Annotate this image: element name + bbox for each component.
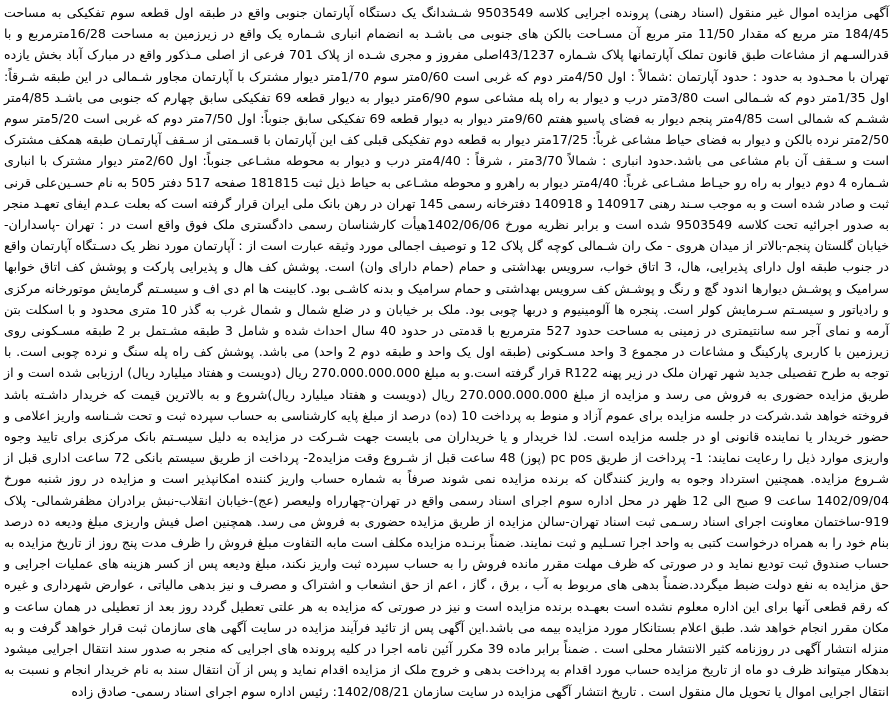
notice-text: آگهی مزایده اموال غیر منقول (اسناد رهنی) پرونده اجرایی کلاسه 9503549 شـشدانگ یک دستگاه آپارتمان جنوبی واقع در طبقه اول قطعه سوم تفکیکی به مساحت 184/45 متر مربع که مقدار 11/50 متر مربع آن مسـاحت بالکن های جنوبی می باشـد به انضمام انباری شـماره یک واقع در زیرزمین به مساحت 16/28مترمربع و با قدرالسـهم از مشاعات طبق قانون تملک آپارتمانها پلاک شـماره 43/1237اصلی مفروز و مجری شـده از پلاک 701 فرعی از اصلی مـذکور واقع در مبارک آباد بخش یازده تهران با محـدود به حدود : حدود آپارتمان :شمالاً : اول 4/50متر دوم که غربی است 0/60متر سوم 1/70متر دیوار مشترک با آپارتمان مجاور شـمالی در این طبقه شـرقاً: اول 1/35متر دوم که شـمالی است 3/80متر درب و دیوار به راه پله مشاعی سوم 6/90متر دیوار به دیوار قطعه 69 تفکیکی سابق چهارم که جنوبی می باشـد 4/85متر ششـم که شمالی است 4/85متر پنجم دیوار به فضای پاسیو هفتم 9/60متر دیوار به دیوار قطعه 69 تفکیکی سابق جنوباً: اول 7/50متر دوم که غربی است 5/20متر سوم 2/50متر نرده بالکن و دیوار به فضای حیاط مشاعی غرباً: 17/25متر دیوار به قطعه دوم تفکیکی قبلی کف این آپارتمان با قسـمتی از سـقف آپارتمـان طبقه همکف مشترک است و سـقف آن بام مشاعی می باشد.حدود انباری : شمالاً 3/70متر ، شرقاً : 4/40متر درب و دیوار به محوطه مشـاعی جنوباً: اول 2/60متر دیوار مشترک با انباری شـماره 4 دوم دیوار به راه رو حیـاط مشـاعی غرباً: 4/40متر دیوار به راهرو و محوطه مشـاعی به حیاط ذیل ثبت 181815 صفحه 517 دفتر 505 به نام حسـین‌علی قرنی ثبت و صادر شده است و به موجب سـند رهنی 140917 و 140918 دفترخانه رسمی 145 تهران در رهن بانک ملی ایران قرار گرفته است که بعلت عـدم ایفای تعهـد منجر به صدور اجرائیه تحت کلاسه 9503549 شده است و برابر نظریه مورخ 1402/06/06هیأت کارشناسان رسمی دادگستری ملک فوق واقع است در : تهران -پاسداران-خیابان گلستان پنجم-بالاتر از میدان هروی - مک ران شـمالی کوچه گل پلاک 12 و توصیف اجمالی مورد وثیقه عبارت است از : آپارتمان مورد نظر یک دسـتگاه آپارتمان واقع در جنوب طبقه اول دارای پذیرایی، هال، 3 اتاق خواب، سرویس بهداشتی و حمام (حمام دارای وان) است. پوشش کف هال و پذیرایی پارکت و پوشش کف اتاق خوابها سرامیک و پوشـش دیوارها اندود گچ و رنگ و پوشـش کف سرویس بهداشتی و حمام سرامیک و بدنه کاشـی بود. کابینت ها ام دی اف و سیسـتم گرمایش موتورخانه مرکزی و رادیاتور و سیسـتم سـرمایش کولر است. پنجره ها آلومینیوم و دربها چوبی بود. ملک بر خیابان و در ضلع شمال و شمال غرب به گذر 10 متری محدود و با اسکلت بتن آرمه و نمای آجر سه سانتیمتری در زمینی به مساحت حدود 527 مترمربع با قدمتی در حدود 40 سال احداث شده و شامل 3 طبقه مشـتمل بر 2 طبقه مسـکونی روی زیرزمین با کاربری پارکینگ و مشاعات در مجموع 3 واحد مسـکونی (طبقه اول یک واحد و طبقه دوم 2 واحد) می باشد. پوشش کف راه پله سنگ و نرده چوبی است. با توجه به طرح تفصیلی جدید شهر تهران ملک در زیر پهنه R122 قرار گرفته است.و به مبلغ 270.000.000.000 ریال (دویست و هفتاد میلیارد ریال) ارزیابی شده است و از طریق مزایده حضوری به فروش می رسد و مزایده از مبلغ 270.000.000.000 ریال (دویست و هفتاد میلیارد ریال)شروع و به بالاترین قیمت که خریدار داشـته باشد فروخته خواهد شد.شرکت در جلسه مزایده برای عموم آزاد و منوط به پرداخت 10 (ده) درصد از مبلغ پایه کارشناسی به حساب سپرده ثبت و تحت شـناسه واریز اعلامی و حضور خریدار یا نماینده قانونی او در جلسه مزایده است. لذا خریدار و یا خریداران می بایست جهت شـرکت در مزایده به دلیل سیسـتم بانک مرکزی برای تایید وجوه واریزی موارد ذیل را رعایت نمایند: 1- پرداخت از طریق pc pos (پوز) 48 ساعت قبل از شـروع وقت مزایده2- پرداخت از طریق سیستم بانکی 72 ساعت اداری قبل از شـروع مزایده. همچنین استرداد وجوه به واریز کنندگان که برنده مزایده نمی شوند صرفاً به شماره حساب واریز کننده امکانپذیر است و مزایده در روز شنبه مورخ 1402/09/04 ساعت 9 صبح الی 12 ظهر در محل اداره سوم اجرای اسناد رسمی واقع در تهران-چهارراه ولیعصر (عج)-خیابان انقلاب-نبش برادران مظفرشمالی- پلاک 919-ساختمان معاونت اجرای اسناد رسـمی ثبت اسناد تهران-سالن مزایده از طریق مزایده حضوری به فروش می رسد. همچنین اصل فیش واریزی مبلغ ودیعه ده درصد بنام خود را به همراه درخواست کتبی به واحد اجرا تسـلیم و ثبت نمایند. ضمناً برنـده مزایده مکلف است مابه التفاوت مبلغ فروش را ظرف مدت پنج روز از تاریخ مزایده به حساب صندوق ثبت تودیع نماید و در صورتی که ظرف مهلت مقرر مانده فروش را به حساب سپرده ثبت واریز نکند، مبلغ ودیعه پس از کسر هزینه های عملیات اجرایی و حق مزایده به نفع دولت ضبط میگردد.ضمناً بدهی های مربوط به آب ، برق ، گاز ، اعم از حق انشعاب و اشتراک و مصرف و نیز بدهی مالیاتی ، عوارض شهرداری و غیره که رقم قطعی آنها برای این اداره معلوم نشده است بعهـده برنده مزایده است و نیز در صورتی که مزایده به هر علتی تعطیل گردد روز بعد از تعطیلی در همان ساعت و مکان مقرر انجام خواهد شد. طبق اعلام بستانکار مورد مزایده بیمه می باشد.این آگهی پس از تائید فرآیند مزایده در سایت آگهی های سازمان ثبت قرار خواهد گرفت و به منزله انتشار آگهی در روزنامه کثیر الانتشار محلی است . ضمناً برابر ماده 39 مکرر آئین نامه اجرا در کلیه پرونده های اجرایی که منجر به صدور سند انتقال اجرایی میشود بدهکار میتواند ظرف دو ماه از تاریخ مزایده حساب مورد اقدام به پرداخت بدهی و خروج ملک از مزایده اقدام نماید و پس از آن انتقال سند به نام خریدار انجام و نسبت به انتقال اجرایی اموال یا تحویل مال منقول است . تاریخ انتشار آگهی مزایده در سایت سازمان 1402/08/21: رئیس اداره سوم اجرای اسناد رسمی- صادق زاده [4, 5, 890, 699]
